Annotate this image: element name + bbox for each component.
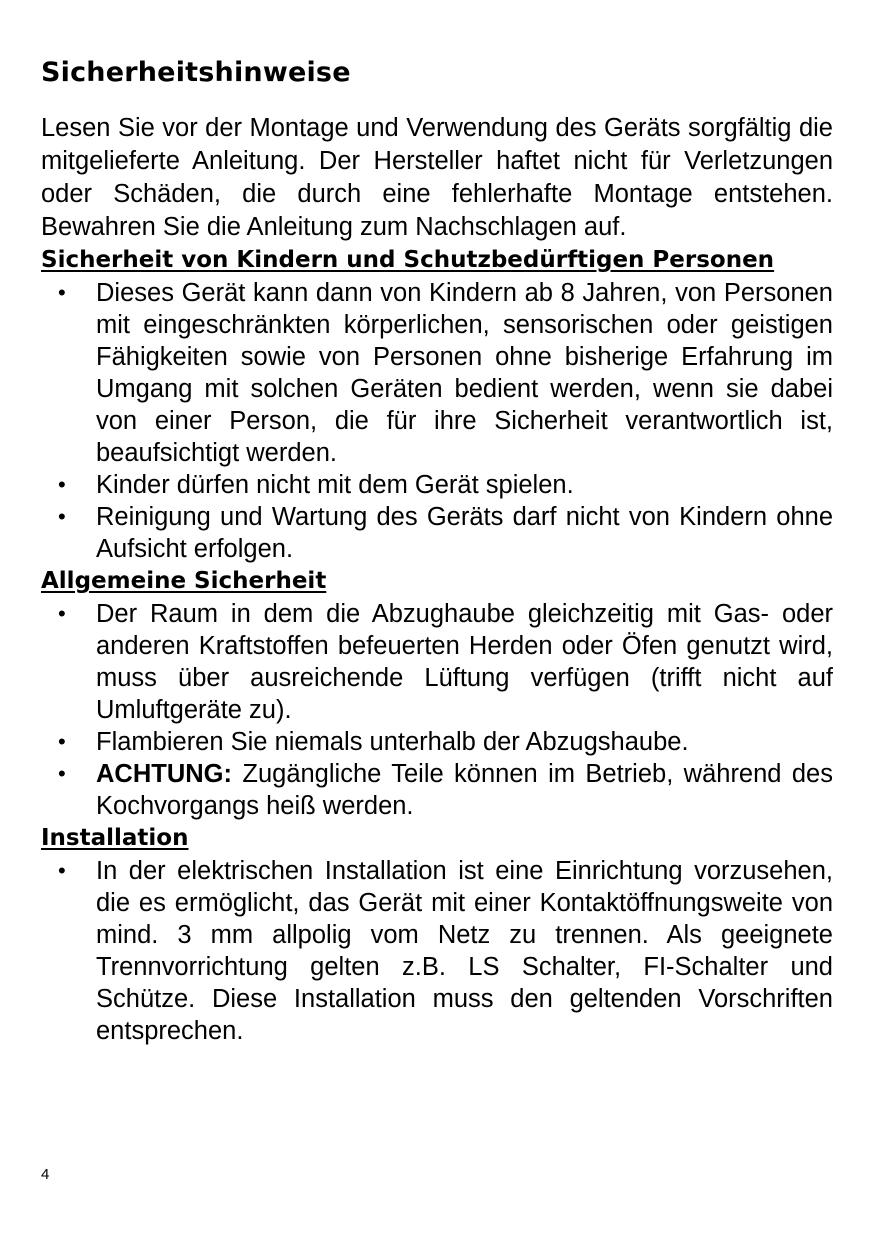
bullet-icon: • — [58, 761, 66, 786]
list-item — [41, 855, 833, 1047]
installation-list — [41, 855, 833, 1047]
warning-text: Zugängliche Teile können im Betrieb, während des Kochvorgangs heiß werden. — [96, 760, 833, 820]
warning-label: ACHTUNG: — [96, 760, 232, 788]
bullet-icon: • — [58, 472, 66, 497]
list-item-text: Dieses Gerät kann dann von Kindern ab 8 Jahren, von Personen mit eingeschränkten körperlichen, sensorischen oder geistigen Fähigkeiten sowie von Personen ohne bisherige Erfahrung im Umgang mit solchen Geräten bedient werden, wenn sie dabei von einer Person, die für ihre Sicherheit verantwortlich ist, beaufsichtigt werden. — [96, 279, 833, 467]
list-item-warning — [41, 758, 833, 822]
list-item-text: Der Raum in dem die Abzughaube gleichzeitig mit Gas- oder anderen Kraftstoffen befeuerten Herden oder Öfen genutzt wird, muss über ausreichende Lüftung verfügen (trifft nicht auf Umluftgeräte zu). — [96, 600, 833, 724]
list-item — [41, 501, 833, 565]
section-heading-installation: Installation — [41, 825, 189, 851]
section-heading-general-safety: Allgemeine Sicherheit — [41, 568, 327, 594]
list-item — [41, 726, 833, 758]
section-heading-child-safety: Sicherheit von Kindern und Schutzbedürftigen Personen — [41, 247, 775, 273]
general-safety-list — [41, 598, 833, 822]
bullet-icon: • — [58, 280, 66, 305]
list-item-text: In der elektrischen Installation ist eine Einrichtung vorzusehen, die es ermöglicht, das Gerät mit einer Kontaktöffnungsweite von mind. 3 mm allpolig vom Netz zu trennen. Als geeignete Trennvorrichtung gelten z.B. LS Schalter, FI-Schalter und Schütze. Diese Installation muss den geltenden Vorschriften entsprechen. — [96, 857, 833, 1045]
list-item — [41, 598, 833, 726]
child-safety-list — [41, 277, 833, 565]
list-item — [41, 469, 833, 501]
document-page — [41, 55, 833, 1047]
list-item — [41, 277, 833, 469]
intro-paragraph: Lesen Sie vor der Montage und Verwendung des Geräts sorgfältig die mitgelieferte Anleitung. Der Hersteller haftet nicht für Verletzungen oder Schäden, die durch eine fehlerhafte Montage entstehen. Bewahren Sie die Anleitung zum Nachschlagen auf. — [41, 114, 833, 241]
page-title: Sicherheitshinweise — [41, 57, 351, 88]
bullet-icon: • — [58, 504, 66, 529]
list-item-text: Reinigung und Wartung des Geräts darf nicht von Kindern ohne Aufsicht erfolgen. — [96, 503, 833, 563]
bullet-icon: • — [58, 729, 66, 754]
bullet-icon: • — [58, 858, 66, 883]
page-number: 4 — [41, 1166, 50, 1183]
bullet-icon: • — [58, 601, 66, 626]
list-item-text: Flambieren Sie niemals unterhalb der Abzugshaube. — [96, 728, 689, 756]
list-item-text: Kinder dürfen nicht mit dem Gerät spielen. — [96, 471, 574, 499]
